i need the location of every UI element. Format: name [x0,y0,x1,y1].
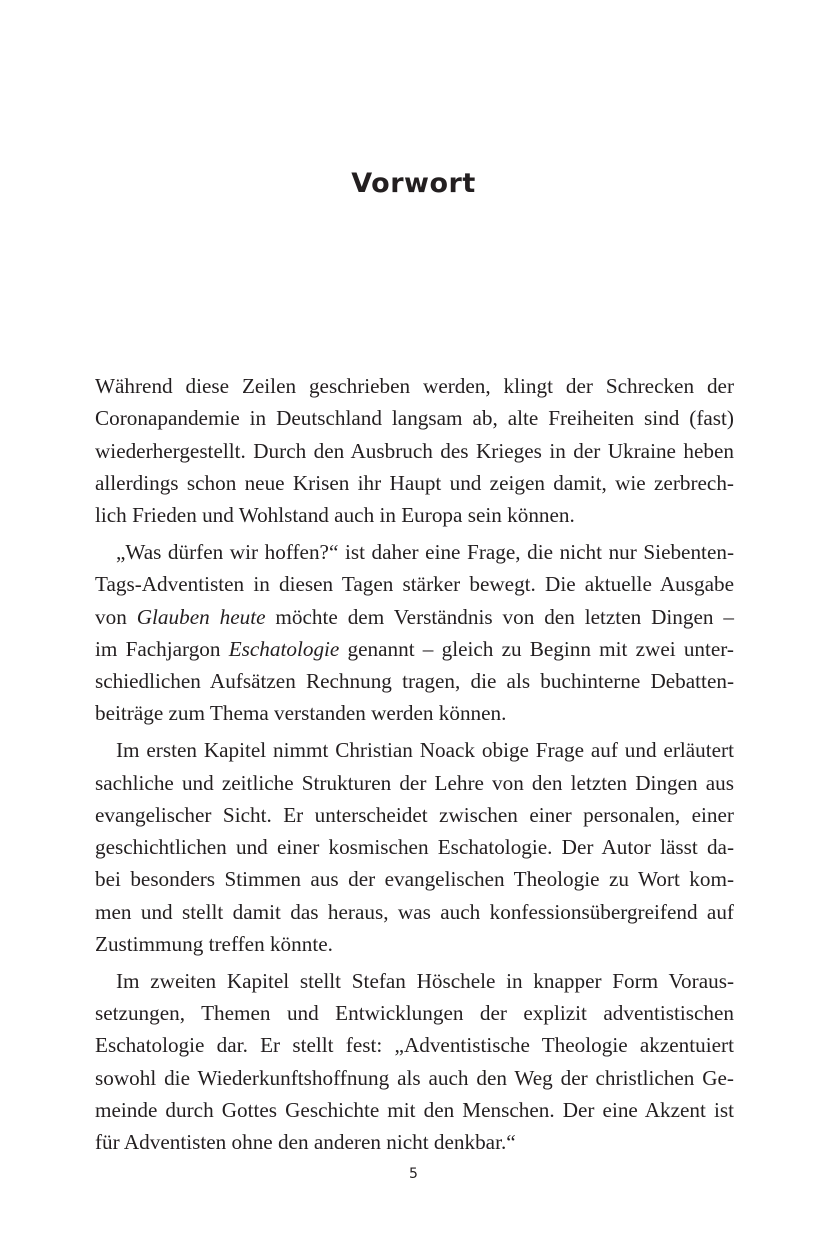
paragraph [95,965,734,1159]
text-line [95,601,734,633]
text-line: beiträge zum Thema verstanden werden können. [95,701,507,726]
text-line: sachliche und zeitliche Strukturen der Lehre von den letzten Dingen aus [95,770,734,795]
text-line: allerdings schon neue Krisen ihr Haupt und zeigen damit, wie zerbrech- [95,470,734,495]
paragraph [95,370,734,531]
text-line: Zustimmung treffen könnte. [95,932,333,957]
body-text [95,370,734,1159]
text-segment: im Fachjargon [95,636,229,661]
text-line: sowohl die Wiederkunftshoffnung als auch den Weg der christlichen Ge- [95,1065,734,1090]
paragraph [95,536,734,730]
text-segment: genannt – gleich zu Beginn mit zwei unter- [339,636,734,661]
text-line: Im ersten Kapitel nimmt Christian Noack obige Frage auf und erläutert [116,738,734,763]
text-line: men und stellt damit das heraus, was auch konfessionsübergreifend auf [95,899,734,924]
page-number: 5 [409,1166,418,1182]
italic-title: Glauben heute [136,604,266,629]
text-segment: möchte dem Verständnis von den letzten Dingen – [265,604,735,629]
paragraph [95,734,734,960]
text-line: lich Frieden und Wohlstand auch in Europa sein können. [95,503,575,528]
text-line: schiedlichen Aufsätzen Rechnung tragen, die als buchinterne Debatten- [95,669,734,694]
text-segment: von [95,604,137,629]
text-line: bei besonders Stimmen aus der evangelischen Theologie zu Wort kom- [95,867,734,892]
page-title: Vorwort [351,168,476,199]
text-line: Während diese Zeilen geschrieben werden, klingt der Schrecken der [95,374,734,398]
text-line: setzungen, Themen und Entwicklungen der explizit adventistischen [95,1001,734,1026]
text-line: Im zweiten Kapitel stellt Stefan Höschele in knapper Form Voraus- [116,968,734,993]
text-line: evangelischer Sicht. Er unterscheidet zwischen einer personalen, einer [95,802,734,827]
text-line: Eschatologie dar. Er stellt fest: „Adventistische Theologie akzentuiert [95,1033,734,1058]
text-line: Tags-Adventisten in diesen Tagen stärker bewegt. Die aktuelle Ausgabe [95,572,734,597]
text-line: meinde durch Gottes Geschichte mit den Menschen. Der eine Akzent ist [95,1098,734,1123]
text-line: geschichtlichen und einer kosmischen Eschatologie. Der Autor lässt da- [95,835,734,860]
text-line: „Was dürfen wir hoffen?“ ist daher eine Frage, die nicht nur Siebenten- [116,539,734,564]
text-line: Coronapandemie in Deutschland langsam ab, alte Freiheiten sind (fast) [95,406,734,431]
text-line: für Adventisten ohne den anderen nicht denkbar.“ [95,1130,516,1155]
text-line: wiederhergestellt. Durch den Ausbruch des Krieges in der Ukraine heben [95,438,734,463]
italic-title: Eschatologie [228,636,340,661]
text-line [95,633,734,665]
